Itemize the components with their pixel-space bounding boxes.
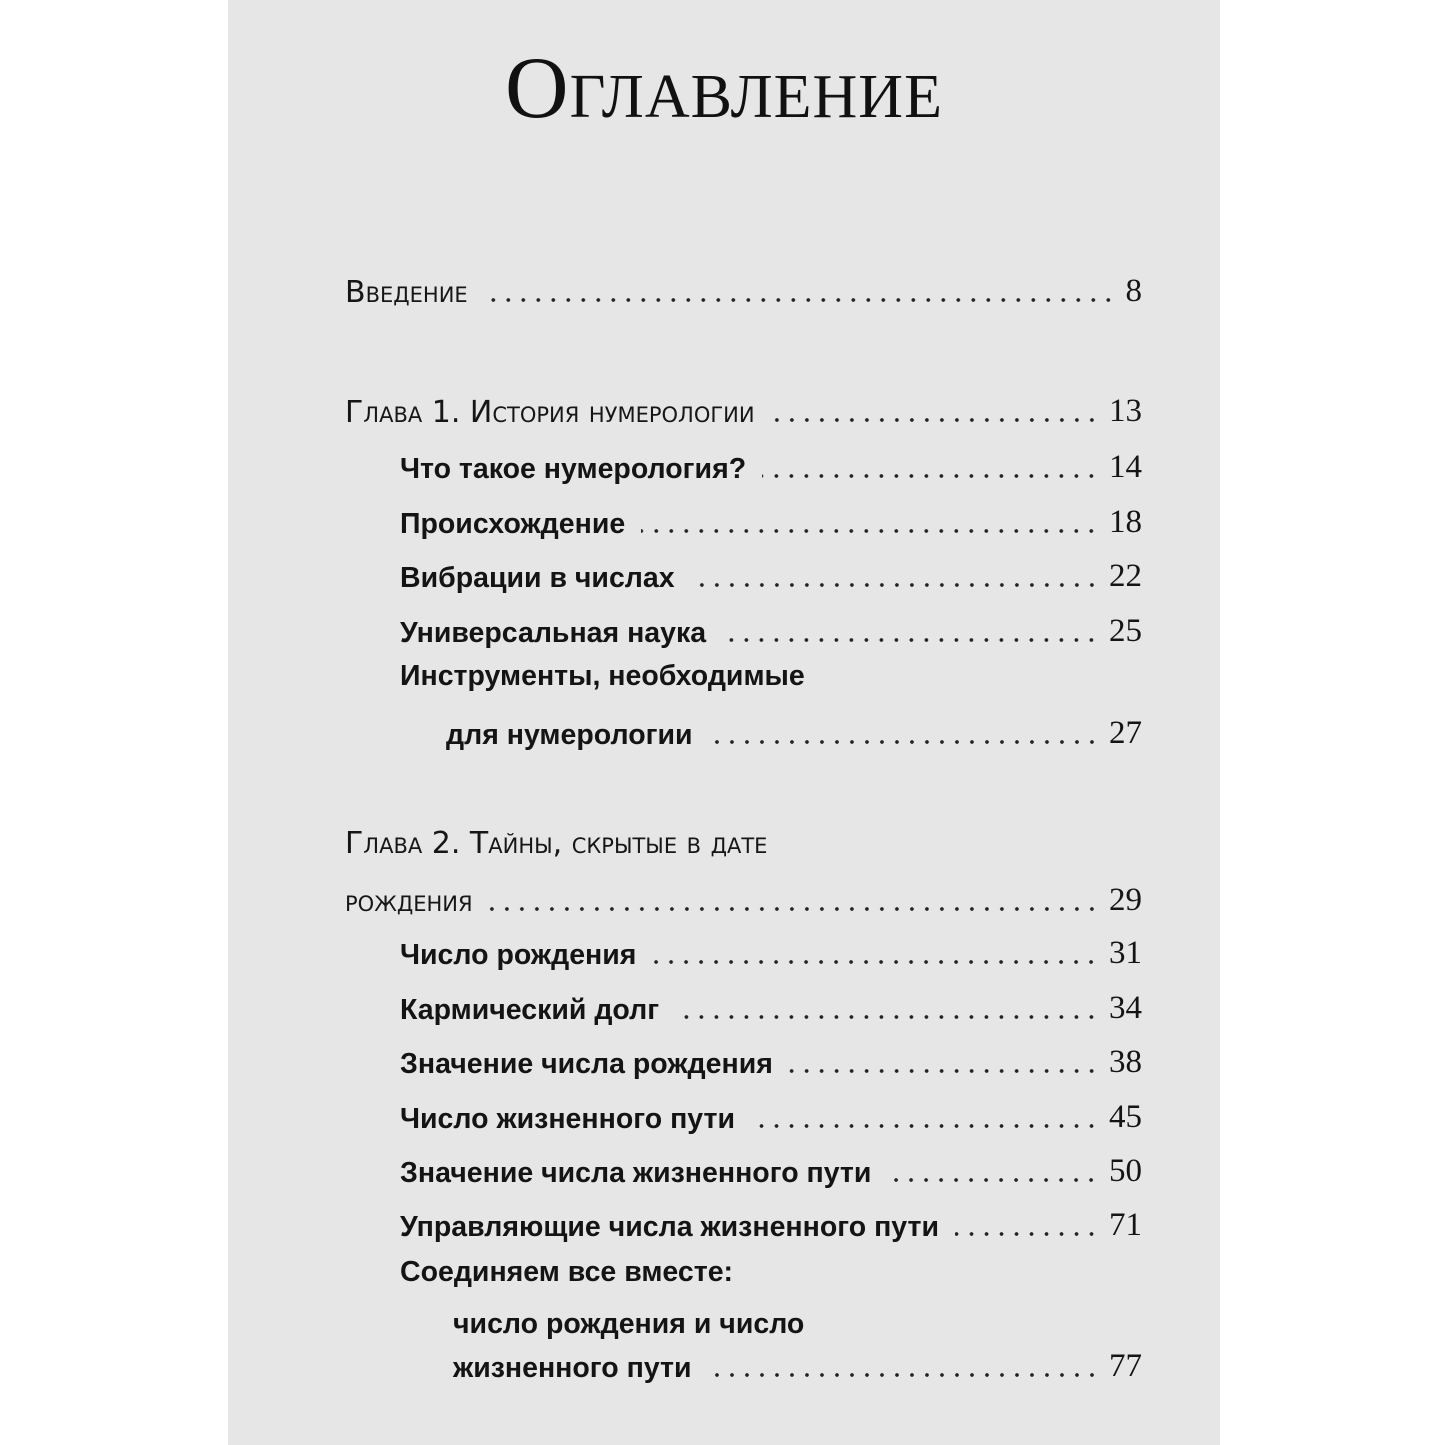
toc-page-number: 25 — [1109, 613, 1142, 649]
toc-entry-title: Происхождение — [400, 508, 626, 540]
toc-entry-title: Кармический долг — [400, 994, 660, 1026]
toc-page-number: 45 — [1109, 1099, 1142, 1135]
toc-entry-chapter-2[interactable] — [345, 879, 1142, 919]
toc-entry-title: Значение числа жизненного пути — [400, 1157, 872, 1189]
page-title: Оглавление — [505, 40, 943, 137]
toc-entry-section[interactable] — [400, 501, 1142, 541]
toc-entry-title: Значение числа рождения — [400, 1048, 773, 1080]
dot-leader — [789, 1069, 1099, 1073]
toc-page-number: 8 — [1125, 273, 1142, 309]
toc-entry-title: Вибрации в числах — [400, 562, 675, 594]
book-page — [228, 0, 1220, 1445]
dot-leader — [652, 960, 1099, 964]
toc-page-number: 29 — [1109, 882, 1142, 918]
toc-entry-section[interactable] — [400, 1096, 1142, 1136]
toc-entry-title-line: число рождения и число — [453, 1308, 805, 1340]
toc-entry-title: рождения — [345, 884, 473, 919]
toc-entry-title: Число рождения — [400, 939, 637, 971]
dot-leader — [675, 1015, 1099, 1019]
dot-leader — [751, 1124, 1099, 1128]
toc-entry-section[interactable] — [400, 1204, 1142, 1244]
dot-leader — [489, 907, 1099, 911]
toc-entry-section[interactable] — [400, 1150, 1142, 1190]
toc-entry-section[interactable] — [400, 446, 1142, 486]
dot-leader — [691, 583, 1099, 587]
toc-entry-title-line: Соединяем все вместе: — [400, 1256, 734, 1288]
toc-page-number: 71 — [1109, 1207, 1142, 1243]
toc-entry-title: Что такое нумерология? — [400, 453, 747, 485]
toc-page-number: 18 — [1109, 504, 1142, 540]
dot-leader — [887, 1178, 1099, 1182]
toc-entry-section[interactable] — [400, 1041, 1142, 1081]
toc-entry-title: для нумерологии — [446, 719, 693, 751]
toc-entry-title: Управляющие числа жизненного пути — [400, 1211, 939, 1243]
toc-page-number: 38 — [1109, 1044, 1142, 1080]
dot-leader — [708, 1373, 1099, 1377]
toc-entry-title: жизненного пути — [453, 1352, 692, 1384]
dot-leader — [641, 529, 1099, 533]
dot-leader — [709, 740, 1099, 744]
toc-page-number: 31 — [1109, 935, 1142, 971]
toc-entry-title: Универсальная наука — [400, 617, 707, 649]
dot-leader — [484, 298, 1116, 302]
toc-entry-title: Число жизненного пути — [400, 1103, 735, 1135]
dot-leader — [771, 418, 1099, 422]
toc-entry-introduction[interactable] — [345, 270, 1142, 310]
toc-entry-title-line: Инструменты, необходимые — [400, 660, 805, 692]
toc-page-number: 22 — [1109, 558, 1142, 594]
toc-entry-section[interactable] — [400, 610, 1142, 650]
toc-page-number: 27 — [1109, 715, 1142, 751]
dot-leader — [762, 474, 1099, 478]
toc-page-number: 77 — [1109, 1348, 1142, 1384]
dot-leader — [722, 638, 1099, 642]
toc-entry-title-line: Глава 2. Тайны, скрытые в дате — [345, 826, 768, 861]
toc-entry-section[interactable] — [400, 987, 1142, 1027]
toc-entry-section[interactable] — [400, 932, 1142, 972]
toc-page-number: 14 — [1109, 449, 1142, 485]
toc-entry-chapter-1[interactable] — [345, 390, 1142, 430]
dot-leader — [955, 1232, 1099, 1236]
toc-entry-section[interactable] — [446, 712, 1142, 752]
toc-page-number: 34 — [1109, 990, 1142, 1026]
toc-page-number: 13 — [1109, 393, 1142, 429]
toc-entry-section[interactable] — [400, 555, 1142, 595]
toc-entry-title: Глава 1. История нумерологии — [345, 395, 755, 430]
toc-entry-section[interactable] — [453, 1345, 1142, 1385]
toc-entry-title: Введение — [345, 275, 468, 310]
toc-page-number: 50 — [1109, 1153, 1142, 1189]
table-of-contents — [228, 0, 1220, 1445]
